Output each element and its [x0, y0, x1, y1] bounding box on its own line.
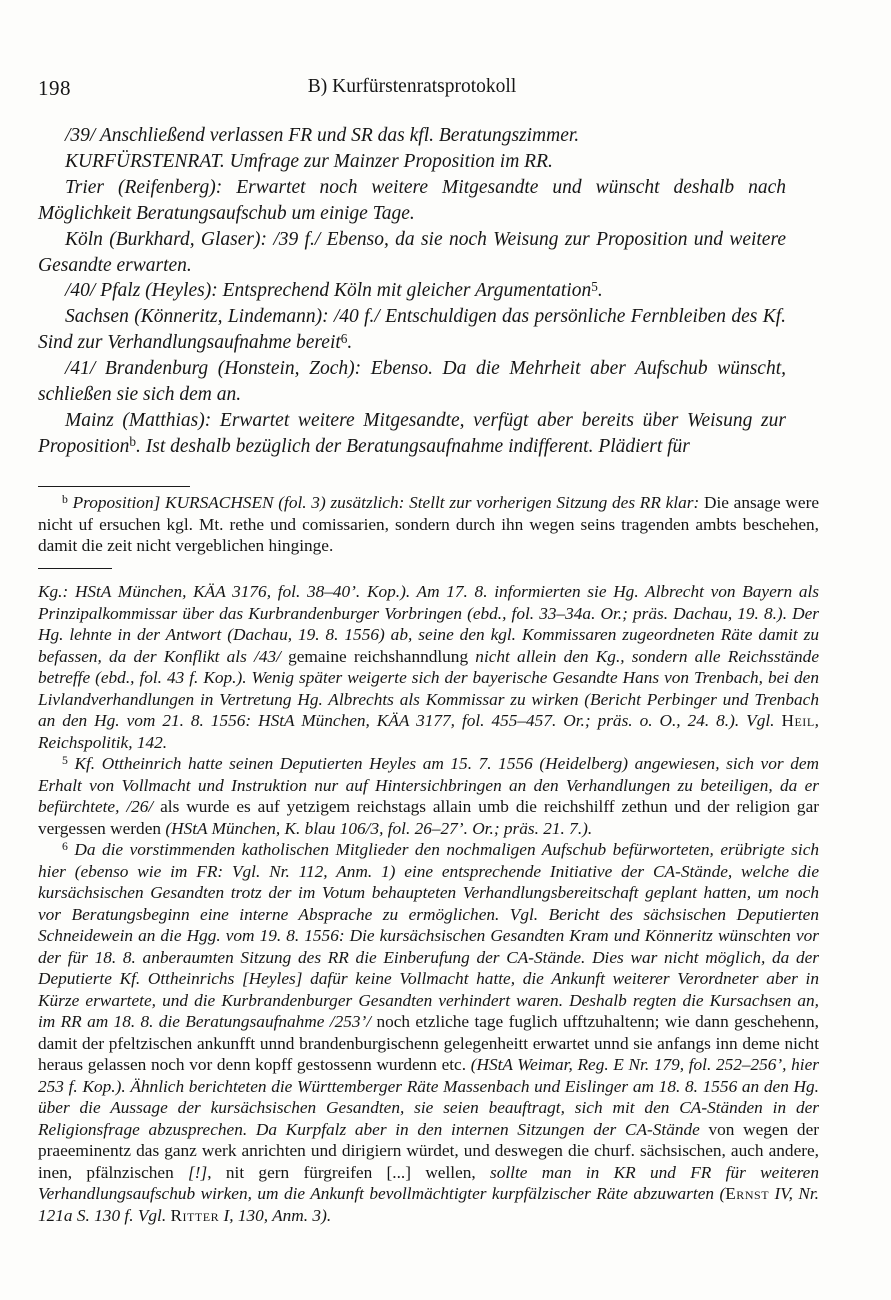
- votum-koeln: [38, 227, 786, 279]
- text-segment: noch etzliche tage fuglich ufftzuhaltenn; wie dann geschehenn, damit der pfeltzischen ankunfft unnd brandenburgischenn gelegenheitt erwartet unnd sie anfangs inn deme nicht heraus gelassen noch vor denn kopff gestossenn wurdenn etc.: [38, 1012, 819, 1074]
- text-segment: Sachsen (Könneritz, Lindemann): /40 f./ Entschuldigen das persönliche Fernbleiben des Kf. Sind zur Verhandlungsaufnahme bereit: [38, 306, 786, 354]
- protocol-main-text: [38, 123, 786, 460]
- text-segment: Heil: [781, 711, 815, 730]
- text-segment: /41/ Brandenburg (Honstein, Zoch): Ebenso. Da die Mehrheit aber Aufschub wünscht, schließen sie sich dem an.: [38, 358, 786, 406]
- text-segment: . Ist deshalb bezüglich der Beratungsaufnahme indifferent. Plädiert für: [136, 435, 690, 457]
- footnote-separator-rule: [38, 568, 112, 569]
- text-segment: 6: [62, 840, 68, 854]
- text-segment: Mainz (Matthias): Erwartet weitere Mitgesandte, verfügt aber bereits über Weisung zur Proposition: [38, 409, 786, 457]
- text-segment: 5: [62, 754, 68, 768]
- votum-pfalz: [38, 278, 786, 304]
- running-head: B) Kurfürstenratsprotokoll: [307, 76, 517, 97]
- text-segment: , nit gern fürgreifen [...] wellen,: [207, 1162, 491, 1182]
- protocol-line-39: [38, 123, 786, 149]
- apparatus-note-b: [38, 492, 819, 557]
- votum-sachsen: [38, 304, 786, 356]
- text-segment: (HStA München, K. blau 106/3, fol. 26–27’. Or.; präs. 21. 7.).: [165, 818, 593, 838]
- text-segment: Die ansage were nicht uf ersuchen kgl. Mt. rethe und comissarien, sondern durch ihn wegen seins tragenden ambts beschehen, damit die zeit nicht vergeblichen hinginge.: [38, 493, 819, 555]
- text-segment: Köln (Burkhard, Glaser): /39 f./ Ebenso, da sie noch Weisung zur Proposition und weitere Gesandte erwarten.: [38, 228, 786, 276]
- votum-brandenburg: [38, 356, 786, 408]
- text-segment: IV, Nr. 121a S. 130 f. Vgl.: [38, 1184, 819, 1225]
- text-segment: /39/ Anschließend verlassen FR und SR das kfl. Beratungszimmer.: [65, 125, 580, 146]
- footnote-5: [38, 753, 819, 839]
- text-segment: als wurde es auf yetzigem reichstags allain umb die reichshilff zethun und der religion gar vergessen werden: [38, 797, 819, 838]
- votum-mainz: [38, 408, 786, 460]
- text-segment: 6: [340, 330, 348, 346]
- text-segment: I, 130, Anm. 3).: [219, 1205, 332, 1225]
- text-segment: Proposition] KURSACHSEN (fol. 3) zusätzlich: Stellt zur vorherigen Sitzung des RR klar:: [67, 493, 704, 512]
- page-header: [38, 76, 786, 102]
- protocol-kurfuerstenrat-heading: [38, 149, 786, 175]
- text-segment: .: [347, 332, 353, 354]
- text-segment: gemaine reichshanndlung: [288, 646, 469, 666]
- text-segment: Da die vorstimmenden katholischen Mitglieder den nochmaligen Aufschub befürworteten, erübrigte sich hier (ebenso wie im FR: Vgl. Nr. 112, Anm. 1) eine entsprechende Initiative der CA-Stände, welche die kursächsischen Gesandten trotz der im Votum behaupteten Verhandlungsbereitschaft geplant hatten, um noch vor Beratungsbeginn eine interne Absprache zu ermöglichen. Vgl. Bericht des sächsischen Deputierten Schneidewein an die Hgg. vom 19. 8. 1556: Die kursächsischen Gesandten Kram und Könneritz wünschten vor der für 18. 8. anberaumten Sitzung des RR die Einberufung der CA-Stände. Dies war nicht möglich, da der Deputierte Kf. Ottheinrichs [Heyles] dafür keine Vollmacht hatte, die Ankunft weiterer Verordneter aber in Kürze erwartete, und die Kurbrandenburger Gesandten verhindert waren. Deshalb regten die Kursachsen an, im RR am 18. 8. die Beratungsaufnahme /253’/: [38, 840, 819, 1031]
- critical-apparatus: [38, 492, 819, 557]
- text-segment: 5: [591, 278, 598, 294]
- text-segment: nicht allein den Kg., sondern alle Reichsstände betreffe (ebd., fol. 43 f. Kop.). Wenig später weigerte sich der bayerische Gesandte Hans von Trenbach, bei den Livlandverhandlungen in Vertretung Hg. Albrechts als Kommissar zu wirken (Bericht Perbinger und Trenbach an den Hg. vom 21. 8. 1556: HStA München, KÄA 3177, fol. 455–457. Or.; präs. o. O., 24. 8.). Vgl.: [38, 646, 819, 730]
- footnote-4-continuation: [38, 581, 819, 753]
- page-number: 198: [38, 76, 71, 100]
- text-segment: Ernst: [725, 1184, 770, 1203]
- text-segment: Kf. Ottheinrich hatte seinen Deputierten Heyles am 15. 7. 1556 (Heidelberg) angewiesen, sich vor dem Erhalt von Vollmacht und Instruktion nur auf Hintersichbringen an den Verhandlungen zu beteiligen, da er befürchtete, /26/: [38, 754, 819, 816]
- text-segment: .: [597, 280, 603, 302]
- text-segment: Kg.: HStA München, KÄA 3176, fol. 38–40’. Kop.). Am 17. 8. informierten sie Hg. Albrecht von Bayern als Prinzipalkommissar über das Kurbrandenburger Vorbringen (ebd., fol. 33–34a. Or.; präs. Dachau, 19. 8.). Der Hg. lehnte in der Antwort (Dachau, 19. 8. 1556) ab, seine den kgl. Kommissaren zugeordneten Räte damit zu befassen, da der Konflikt als /43/: [38, 582, 819, 666]
- text-segment: , Reichspolitik, 142.: [38, 711, 819, 752]
- apparatus-separator-rule: [38, 486, 190, 487]
- text-segment: KURFÜRSTENRAT. Umfrage zur Mainzer Proposition im RR.: [65, 150, 553, 172]
- text-segment: (HStA Weimar, Reg. E Nr. 179, fol. 252–256’, hier 253 f. Kop.). Ähnlich berichteten die Württemberger Räte Massenbach und Eislinger am 18. 8. 1556 an den Hg. über die Aussage der kursächsischen Gesandten, sie seien beauftragt, sich mit den CA-Ständen in der Religionsfrage abzusprechen. Da Kurpfalz aber in den internen Sitzungen der CA-Stände: [38, 1055, 819, 1139]
- footnotes: [38, 581, 819, 1226]
- footnote-6: [38, 839, 819, 1226]
- text-segment: /40/ Pfalz (Heyles): Entsprechend Köln mit gleicher Argumentation: [65, 280, 592, 302]
- text-segment: Ritter: [170, 1205, 220, 1225]
- votum-trier: [38, 175, 786, 227]
- text-segment: b: [129, 434, 136, 450]
- text-segment: b: [62, 493, 68, 507]
- text-segment: sollte man in KR und FR für weiteren Verhandlungsaufschub wirken, um die Ankunft bevollmächtigter kurpfälzischer Räte abzuwarten (: [38, 1162, 819, 1203]
- text-segment: von wegen der praeeminentz das ganz werk anrichten und dirigiern würdet, und deswegen die churf. sächsischen, auch andere, inen, pfälnzischen: [38, 1119, 819, 1182]
- text-segment: [!]: [188, 1162, 208, 1182]
- text-segment: Trier (Reifenberg): Erwartet noch weitere Mitgesandte und wünscht deshalb nach Möglichkeit Beratungsaufschub um einige Tage.: [38, 176, 786, 224]
